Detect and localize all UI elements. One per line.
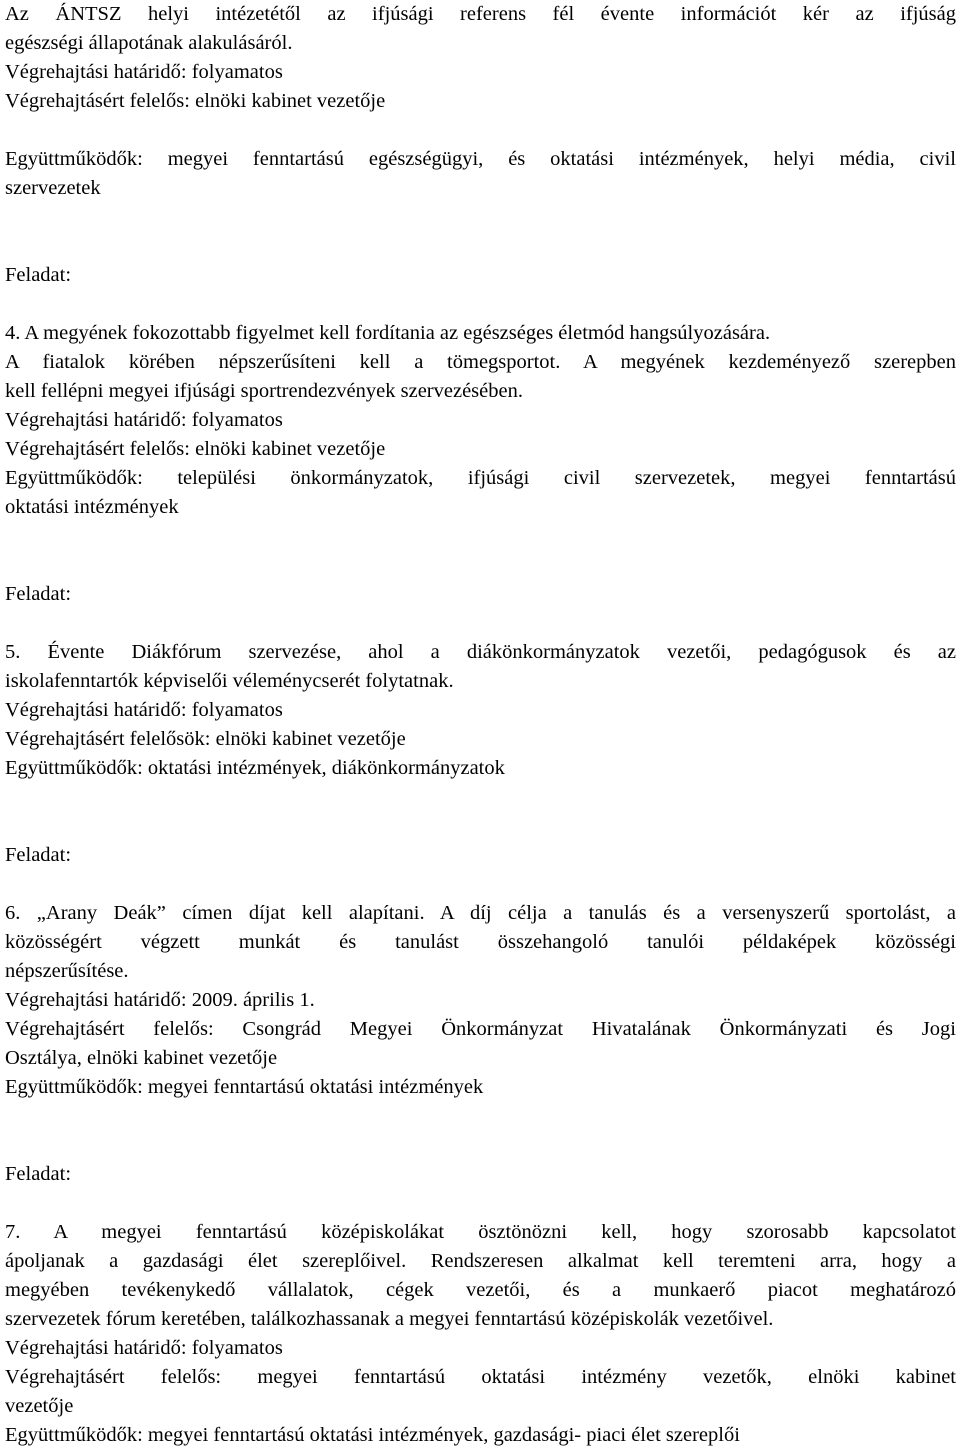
text-line: Végrehajtási határidő: folyamatos	[5, 409, 283, 431]
task-heading: Feladat:	[5, 264, 72, 286]
text-line: Osztálya, elnöki kabinet vezetője	[5, 1047, 278, 1069]
text-line: iskolafenntartók képviselői véleménycserét folytatnak.	[5, 670, 454, 692]
paragraph-spacer	[5, 1189, 956, 1218]
text-line: Végrehajtásért felelős: megyei fenntartású oktatási intézmény vezetők, elnöki kabinet	[5, 1366, 956, 1388]
text-line: Végrehajtási határidő: folyamatos	[5, 61, 283, 83]
text-line: Végrehajtási határidő: folyamatos	[5, 1337, 283, 1359]
text-line: szervezetek	[5, 177, 101, 199]
text-line: megyében tevékenykedő vállalatok, cégek vezetői, és a munkaerő piacot meghatározó	[5, 1279, 956, 1301]
task-heading: Feladat:	[5, 1163, 72, 1185]
text-line: egészségi állapotának alakulásáról.	[5, 32, 293, 54]
paragraph-spacer	[5, 203, 956, 261]
paragraph-spacer	[5, 870, 956, 899]
text-line: ápoljanak a gazdasági élet szereplőivel. Rendszeresen alkalmat kell teremteni arra, hogy a	[5, 1250, 956, 1272]
text-line: közösségért végzett munkát és tanulást összehangoló tanulói példaképek közösségi	[5, 931, 956, 953]
paragraph-spacer	[5, 290, 956, 319]
text-line: 4. A megyének fokozottabb figyelmet kell fordítania az egészséges életmód hangsúlyozására.	[5, 322, 771, 344]
text-line: Végrehajtási határidő: folyamatos	[5, 699, 283, 721]
text-line: Együttműködők: települési önkormányzatok, ifjúsági civil szervezetek, megyei fenntartású	[5, 467, 956, 489]
text-line: vezetője	[5, 1395, 74, 1417]
text-line: Végrehajtásért felelősök: elnöki kabinet vezetője	[5, 728, 406, 750]
text-line: Együttműködők: megyei fenntartású egészségügyi, és oktatási intézmények, helyi média, civil	[5, 148, 956, 170]
text-line: 6. „Arany Deák” címen díjat kell alapítani. A díj célja a tanulás és a versenyszerű sportolást, a	[5, 902, 956, 924]
text-line: Együttműködők: megyei fenntartású oktatási intézmények	[5, 1076, 484, 1098]
text-line: Együttműködők: megyei fenntartású oktatási intézmények, gazdasági- piaci élet szereplői	[5, 1424, 740, 1446]
text-line: oktatási intézmények	[5, 496, 179, 518]
text-line: kell fellépni megyei ifjúsági sportrendezvények szervezésében.	[5, 380, 523, 402]
text-line: 7. A megyei fenntartású középiskolákat ösztönözni kell, hogy szorosabb kapcsolatot	[5, 1221, 956, 1243]
paragraph-spacer	[5, 116, 956, 145]
text-line: Végrehajtási határidő: 2009. április 1.	[5, 989, 315, 1011]
text-line: Az ÁNTSZ helyi intézetétől az ifjúsági referens fél évente információt kér az ifjúság	[5, 3, 956, 25]
task-heading: Feladat:	[5, 844, 72, 866]
paragraph-spacer	[5, 1102, 956, 1160]
task-heading: Feladat:	[5, 583, 72, 605]
text-line: Együttműködők: oktatási intézmények, diákönkormányzatok	[5, 757, 505, 779]
document-page	[5, 0, 956, 1450]
text-line: szervezetek fórum keretében, találkozhassanak a megyei fenntartású középiskolák vezetőivel.	[5, 1308, 774, 1330]
paragraph-spacer	[5, 783, 956, 841]
text-line: Végrehajtásért felelős: Csongrád Megyei Önkormányzat Hivatalának Önkormányzati és Jogi	[5, 1018, 956, 1040]
text-line: Végrehajtásért felelős: elnöki kabinet vezetője	[5, 438, 386, 460]
paragraph-spacer	[5, 522, 956, 580]
text-line: Végrehajtásért felelős: elnöki kabinet vezetője	[5, 90, 386, 112]
text-line: 5. Évente Diákfórum szervezése, ahol a diákönkormányzatok vezetői, pedagógusok és az	[5, 641, 956, 663]
paragraph-spacer	[5, 609, 956, 638]
text-line: népszerűsítése.	[5, 960, 129, 982]
text-line: A fiatalok körében népszerűsíteni kell a tömegsportot. A megyének kezdeményező szerepben	[5, 351, 956, 373]
